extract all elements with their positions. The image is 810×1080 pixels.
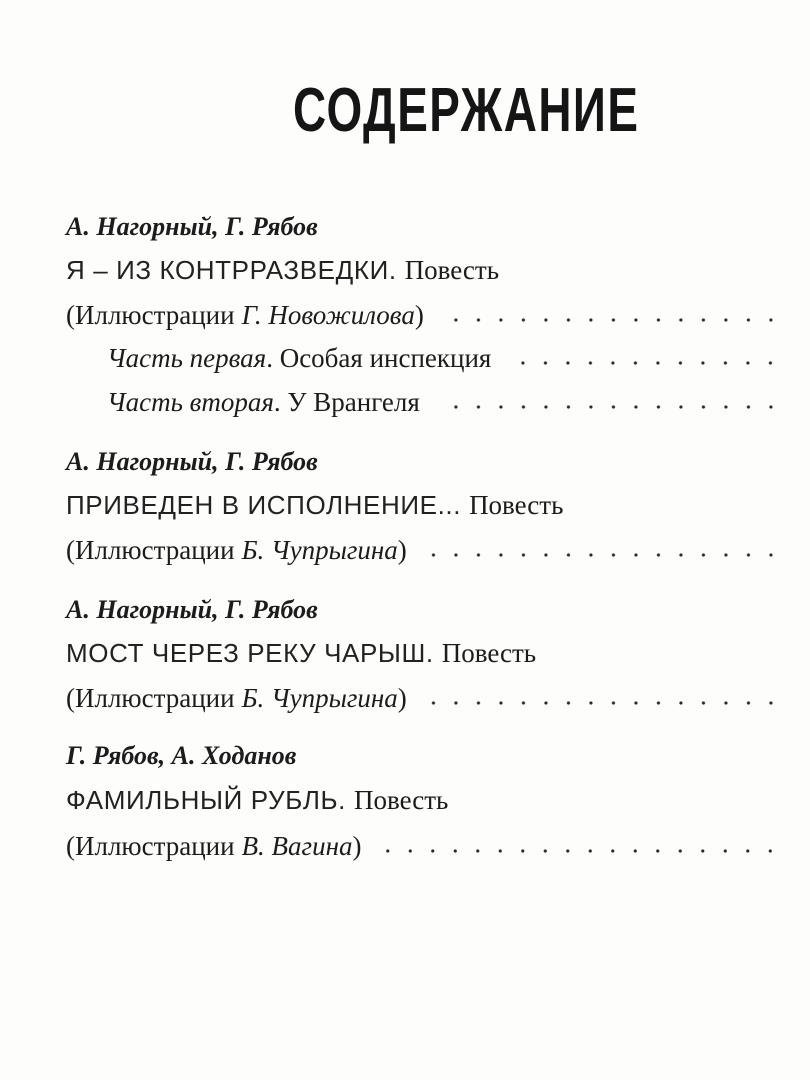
dot-leader: [377, 847, 782, 855]
illustrator-name: В. Вагина: [241, 831, 353, 861]
illustrations-close: ): [414, 300, 424, 330]
toc-title[interactable]: [66, 637, 782, 669]
authors-text: Г. Рябов, А. Ходанов: [66, 741, 297, 770]
toc-title[interactable]: [66, 254, 782, 286]
toc-illustrations-entry[interactable]: [66, 299, 782, 331]
toc-authors: [66, 446, 782, 478]
toc-authors: [66, 740, 782, 772]
work-title: ПРИВЕДЕН В ИСПОЛНЕНИЕ...: [66, 490, 462, 520]
page-title: СОДЕРЖАНИЕ: [293, 76, 640, 145]
authors-text: А. Нагорный, Г. Рябов: [66, 447, 318, 476]
dot-leader: [423, 551, 782, 559]
part-label: Часть первая: [107, 343, 267, 373]
dot-leader: [423, 699, 782, 707]
toc-authors: [66, 211, 782, 243]
illustrations-label: (Иллюстрации: [66, 831, 235, 861]
work-title: Я – ИЗ КОНТРРАЗВЕДКИ.: [66, 255, 397, 285]
toc-illustrations-entry[interactable]: [66, 682, 782, 714]
toc-part-entry[interactable]: [107, 386, 782, 418]
dot-leader: [440, 316, 782, 324]
toc-title[interactable]: [66, 489, 782, 521]
illustrations-label: (Иллюстрации: [66, 683, 235, 713]
illustrations-close: ): [352, 831, 362, 861]
toc-illustrations-entry[interactable]: [66, 830, 782, 862]
illustrator-name: Б. Чупрыгина: [241, 535, 398, 565]
toc-authors: [66, 594, 782, 626]
work-genre: Повесть: [354, 785, 449, 815]
work-genre: Повесть: [469, 490, 564, 520]
part-title: . У Врангеля: [273, 387, 420, 417]
authors-text: А. Нагорный, Г. Рябов: [66, 212, 318, 241]
toc-illustrations-entry[interactable]: [66, 534, 782, 566]
illustrations-label: (Иллюстрации: [66, 535, 235, 565]
work-genre: Повесть: [404, 255, 500, 285]
dot-leader: [507, 359, 782, 367]
toc-title[interactable]: [66, 784, 782, 816]
dot-leader: [436, 403, 782, 411]
illustrations-label: (Иллюстрации: [66, 300, 235, 330]
illustrator-name: Г. Новожилова: [241, 300, 415, 330]
illustrator-name: Б. Чупрыгина: [241, 683, 398, 713]
work-title: ФАМИЛЬНЫЙ РУБЛЬ.: [66, 785, 347, 815]
authors-text: А. Нагорный, Г. Рябов: [66, 595, 318, 624]
illustrations-close: ): [397, 535, 407, 565]
toc-part-entry[interactable]: [107, 342, 782, 374]
work-title: МОСТ ЧЕРЕЗ РЕКУ ЧАРЫШ.: [66, 638, 434, 668]
work-genre: Повесть: [441, 638, 537, 668]
illustrations-close: ): [397, 683, 407, 713]
part-label: Часть вторая: [107, 387, 274, 417]
part-title: . Особая инспекция: [266, 343, 492, 373]
